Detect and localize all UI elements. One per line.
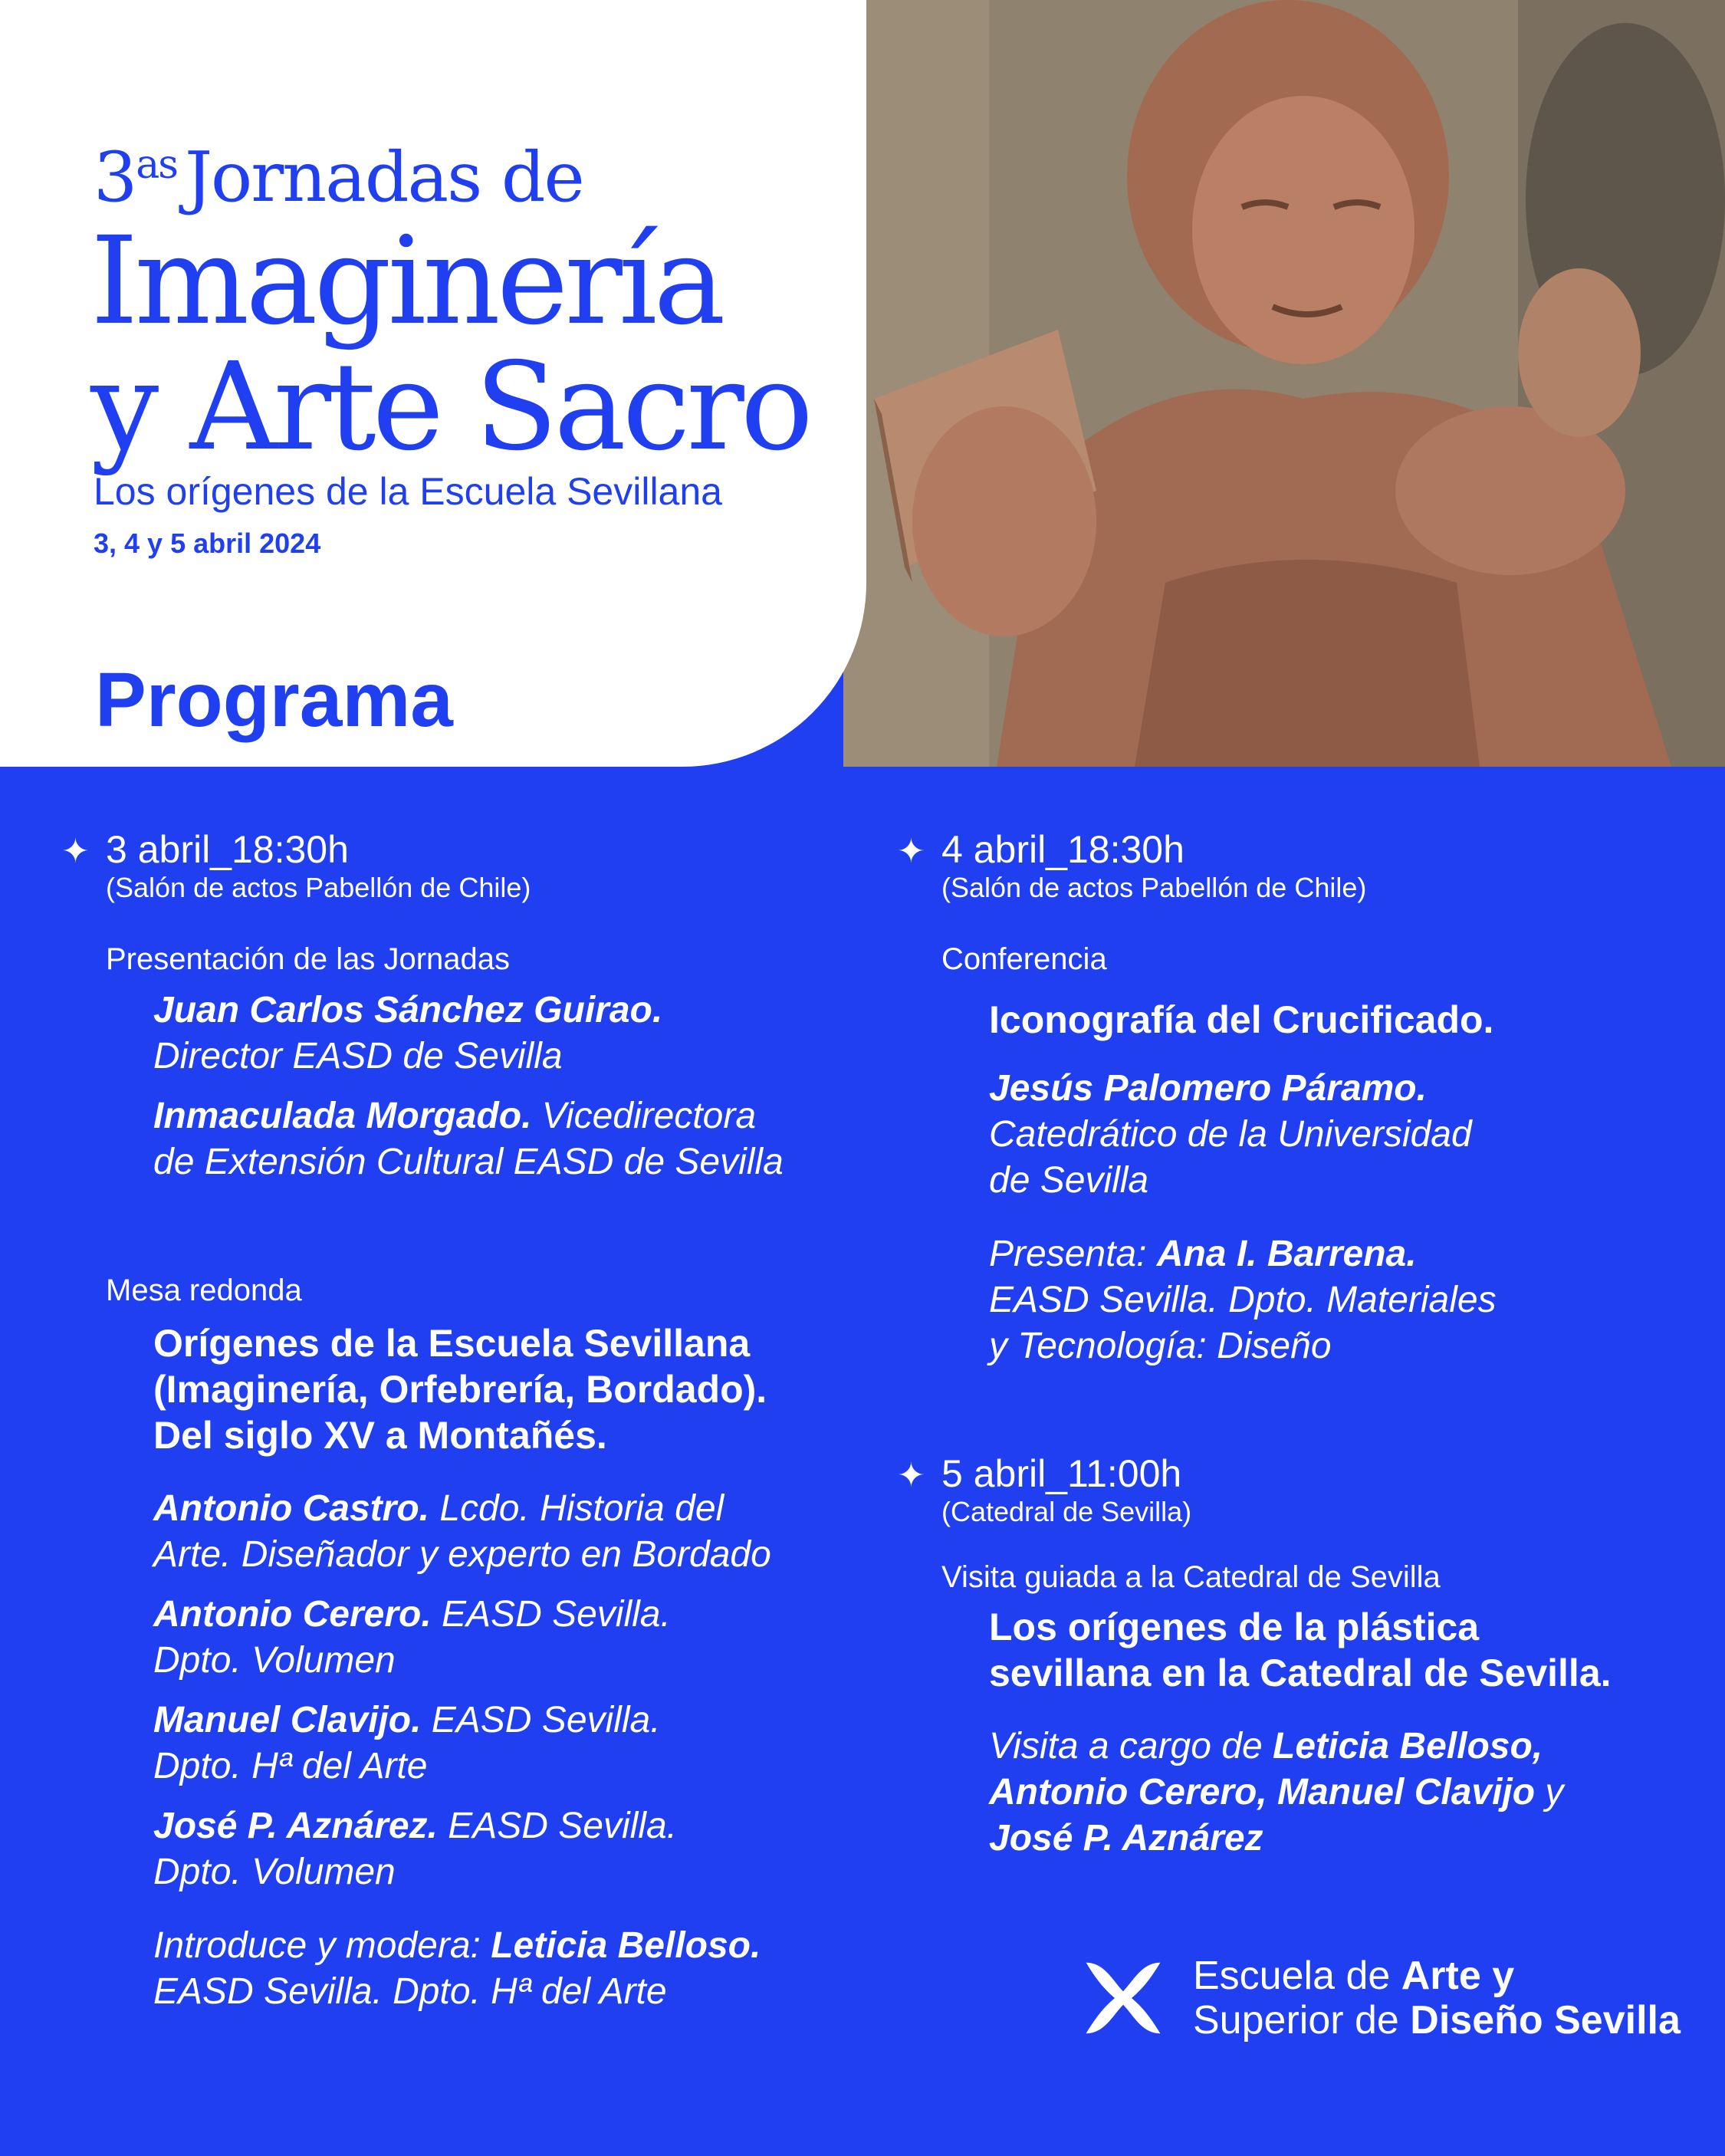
star-sparkle-icon: ✦ xyxy=(61,833,90,870)
speaker-1-role: Director EASD de Sevilla xyxy=(153,1036,563,1076)
day-3-guide-names-2: Antonio Cerero, Manuel Clavijo xyxy=(989,1772,1536,1813)
day-1-date: 3 abril_18:30h xyxy=(106,828,349,871)
speaker-2-name: Inmaculada Morgado. xyxy=(153,1096,532,1136)
speaker-2-role-b: de Extensión Cultural EASD de Sevilla xyxy=(153,1142,784,1182)
day-2-date: 4 abril_18:30h xyxy=(941,828,1184,871)
day-2-speaker xyxy=(989,1066,1694,1204)
day-3-content xyxy=(989,1604,1694,1862)
subtitle: Los orígenes de la Escuela Sevillana xyxy=(94,470,722,513)
day-2-venue: (Salón de actos Pabellón de Chile) xyxy=(941,872,1367,903)
program-day-2-3 xyxy=(897,828,1694,1862)
speaker-2-role-a: Vicedirectora xyxy=(541,1096,757,1136)
panelist-2 xyxy=(153,1592,828,1684)
star-sparkle-icon: ✦ xyxy=(897,1457,925,1494)
day-2-content xyxy=(989,997,1694,1369)
program-day-1 xyxy=(61,828,828,2015)
day-2-presenter-role-b: y Tecnología: Diseño xyxy=(989,1326,1332,1366)
day-3-guide-and: y xyxy=(1545,1772,1564,1813)
logo-line-1-light: Escuela de xyxy=(1193,1954,1391,1998)
day-2-presenter-name: Ana I. Barrena. xyxy=(1156,1234,1417,1274)
panelist-1-role-a: Lcdo. Historia del xyxy=(439,1488,724,1529)
sculpture-photo xyxy=(843,0,1725,767)
title-small: Jornadas de xyxy=(184,137,583,218)
star-sparkle-icon: ✦ xyxy=(897,833,925,870)
day-2-speaker-name: Jesús Palomero Páramo. xyxy=(989,1068,1427,1109)
edition-title xyxy=(94,130,583,218)
presentation-kind: Presentación de las Jornadas xyxy=(106,942,510,976)
day-3-talk-2: sevillana en la Catedral de Sevilla. xyxy=(989,1652,1612,1694)
panelist-3-role-a: EASD Sevilla. xyxy=(431,1700,661,1740)
day-3-talk-1: Los orígenes de la plástica xyxy=(989,1605,1480,1648)
presentation-speakers xyxy=(153,988,828,1185)
panelist-3-name: Manuel Clavijo. xyxy=(153,1700,422,1740)
moderator xyxy=(153,1923,828,2015)
institution-logo xyxy=(1081,1954,1681,2043)
round-table-content xyxy=(153,1320,828,2015)
day-3-talk xyxy=(989,1604,1694,1696)
day-2-presenter-label: Presenta: xyxy=(989,1234,1147,1274)
logo-line-2-bold: Diseño Sevilla xyxy=(1410,1998,1681,2043)
moderator-name: Leticia Belloso. xyxy=(491,1925,761,1966)
easd-logo-icon xyxy=(1081,1956,1165,2040)
day-3-guide-names-1: Leticia Belloso, xyxy=(1273,1726,1543,1767)
event-dates: 3, 4 y 5 abril 2024 xyxy=(94,527,321,559)
speaker-1-name: Juan Carlos Sánchez Guirao. xyxy=(153,990,663,1030)
day-3-venue: (Catedral de Sevilla) xyxy=(941,1496,1192,1527)
day-3-guides xyxy=(989,1724,1694,1862)
panelist-4-role-b: Dpto. Volumen xyxy=(153,1852,396,1892)
round-table-title-1: Orígenes de la Escuela Sevillana xyxy=(153,1322,751,1365)
round-table-title-3: Del siglo XV a Montañés. xyxy=(153,1414,607,1457)
logo-line-2-light: Superior de xyxy=(1193,1998,1399,2043)
logo-line-1-bold: Arte y xyxy=(1401,1954,1515,1998)
day-3-kind: Visita guiada a la Catedral de Sevilla xyxy=(941,1560,1441,1594)
day-3-date: 5 abril_11:00h xyxy=(941,1452,1182,1495)
panelist-1 xyxy=(153,1486,828,1578)
day-3-guide-names-3: José P. Aznárez xyxy=(989,1818,1263,1859)
panelist-4 xyxy=(153,1803,828,1895)
institution-name xyxy=(1193,1954,1681,2043)
panelist-3-role-b: Dpto. Hª del Arte xyxy=(153,1746,428,1786)
panelist-4-name: José P. Aznárez. xyxy=(153,1806,438,1846)
panelist-1-name: Antonio Castro. xyxy=(153,1488,429,1529)
section-heading: Programa xyxy=(95,657,453,743)
panelist-4-role-a: EASD Sevilla. xyxy=(448,1806,677,1846)
day-2-header xyxy=(897,828,1694,871)
round-table-title-2: (Imaginería, Orfebrería, Bordado). xyxy=(153,1368,767,1411)
moderator-role: EASD Sevilla. Dpto. Hª del Arte xyxy=(153,1971,667,2012)
speaker-1 xyxy=(153,988,828,1080)
edition-suffix: as xyxy=(136,142,177,188)
round-table-title xyxy=(153,1320,828,1458)
day-2-presenter-role-a: EASD Sevilla. Dpto. Materiales xyxy=(989,1280,1497,1320)
speaker-2 xyxy=(153,1093,828,1185)
day-2-talk: Iconografía del Crucificado. xyxy=(989,998,1494,1041)
day-3-guide-label: Visita a cargo de xyxy=(989,1726,1263,1767)
panelist-3 xyxy=(153,1698,828,1790)
day-1-header xyxy=(61,828,828,871)
edition-number: 3 xyxy=(94,137,136,218)
header-panel xyxy=(0,0,866,767)
day-2-speaker-role-a: Catedrático de la Universidad xyxy=(989,1114,1472,1155)
round-table-kind: Mesa redonda xyxy=(106,1274,302,1307)
sculpture-illustration xyxy=(843,0,1725,767)
title-line-2: y Arte Sacro xyxy=(90,337,810,478)
moderator-label: Introduce y modera: xyxy=(153,1925,481,1966)
day-2-kind: Conferencia xyxy=(941,942,1107,976)
panelist-2-role-a: EASD Sevilla. xyxy=(442,1594,671,1635)
day-2-presenter xyxy=(989,1231,1694,1369)
panelist-1-role-b: Arte. Diseñador y experto en Bordado xyxy=(153,1534,771,1575)
day-2-speaker-role-b: de Sevilla xyxy=(989,1160,1149,1201)
title-line-1: Imaginería xyxy=(90,211,722,352)
day-1-venue: (Salón de actos Pabellón de Chile) xyxy=(106,872,531,903)
panelist-2-role-b: Dpto. Volumen xyxy=(153,1640,396,1681)
panelist-2-name: Antonio Cerero. xyxy=(153,1594,432,1635)
day-3-header xyxy=(897,1452,1694,1495)
